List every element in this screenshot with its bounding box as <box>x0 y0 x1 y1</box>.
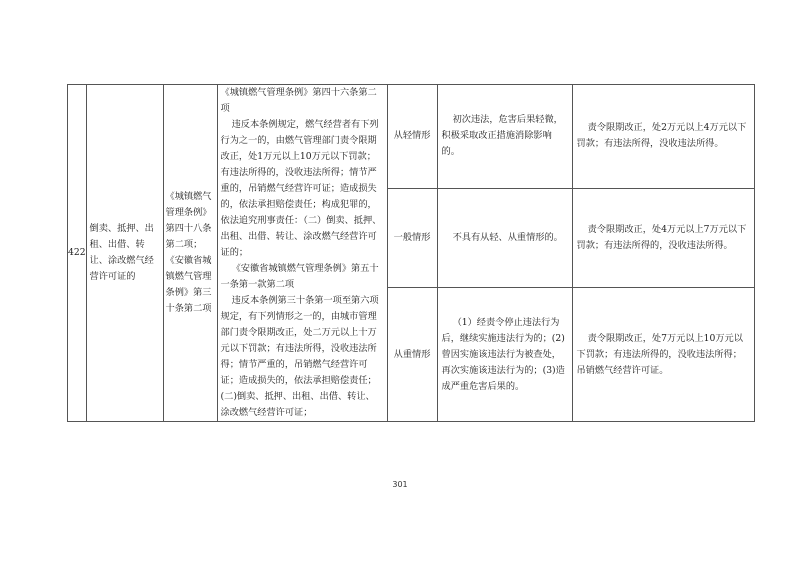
description-general: 不具有从轻、从重情形的。 <box>437 188 572 288</box>
penalty-provision <box>217 85 387 422</box>
description-heavy: （1）经责令停止违法行为后，继续实施违法行为的；(2)曾因实施该违法行为被查处，再次实施该违法行为的；(3)造成严重危害后果的。 <box>437 288 572 422</box>
penalty-light: 责令限期改正，处2万元以上4万元以下罚款；有违法所得，没收违法所得。 <box>572 85 754 189</box>
page-number: 301 <box>392 480 408 489</box>
law-title-1: 《城镇燃气管理条例》第四十六条第二项 <box>220 87 377 114</box>
law-text-1: 违反本条例规定，燃气经营者有下列行为之一的，由燃气管理部门责令限期改正，处1万元以上10万元以下罚款；有违法所得的，没收违法所得；情节严重的，吊销燃气经营许可证；造成损失的，依法承担赔偿责任；构成犯罪的，依法追究刑事责任：（二）倒卖、抵押、出租、出借、转让、涂改燃气经营许可证的； <box>220 119 382 258</box>
law-text-2: 违反本条例第三十条第一项至第六项规定，有下列情形之一的，由城市管理部门责令限期改正，处二万元以上十万元以下罚款；有违法所得，没收违法所得；情节严重的，吊销燃气经营许可证；造成损失的，依法承担赔偿责任；(二)倒卖、抵押、出租、出借、转让、涂改燃气经营许可证； <box>220 295 379 418</box>
situation-general: 一般情形 <box>387 188 437 288</box>
legal-basis: 《城镇燃气管理条例》第四十八条第二项；《安徽省城镇燃气管理条例》第三十条第二项 <box>163 85 217 422</box>
description-light: 初次违法，危害后果轻微，积极采取改正措施消除影响的。 <box>437 85 572 189</box>
penalty-heavy: 责令限期改正，处7万元以上10万元以下罚款；有违法所得的，没收违法所得；吊销燃气经营许可证。 <box>572 288 754 422</box>
situation-heavy: 从重情形 <box>387 288 437 422</box>
law-title-2: 《安徽省城镇燃气管理条例》第五十一条第一款第二项 <box>220 263 379 290</box>
violation-description: 倒卖、抵押、出租、出借、转让、涂改燃气经营许可证的 <box>86 85 163 422</box>
row-number: 422 <box>68 85 87 422</box>
situation-light: 从轻情形 <box>387 85 437 189</box>
penalty-general: 责令限期改正，处4万元以上7万元以下罚款；有违法所得的，没收违法所得。 <box>572 188 754 288</box>
penalty-standard-table <box>67 84 755 422</box>
